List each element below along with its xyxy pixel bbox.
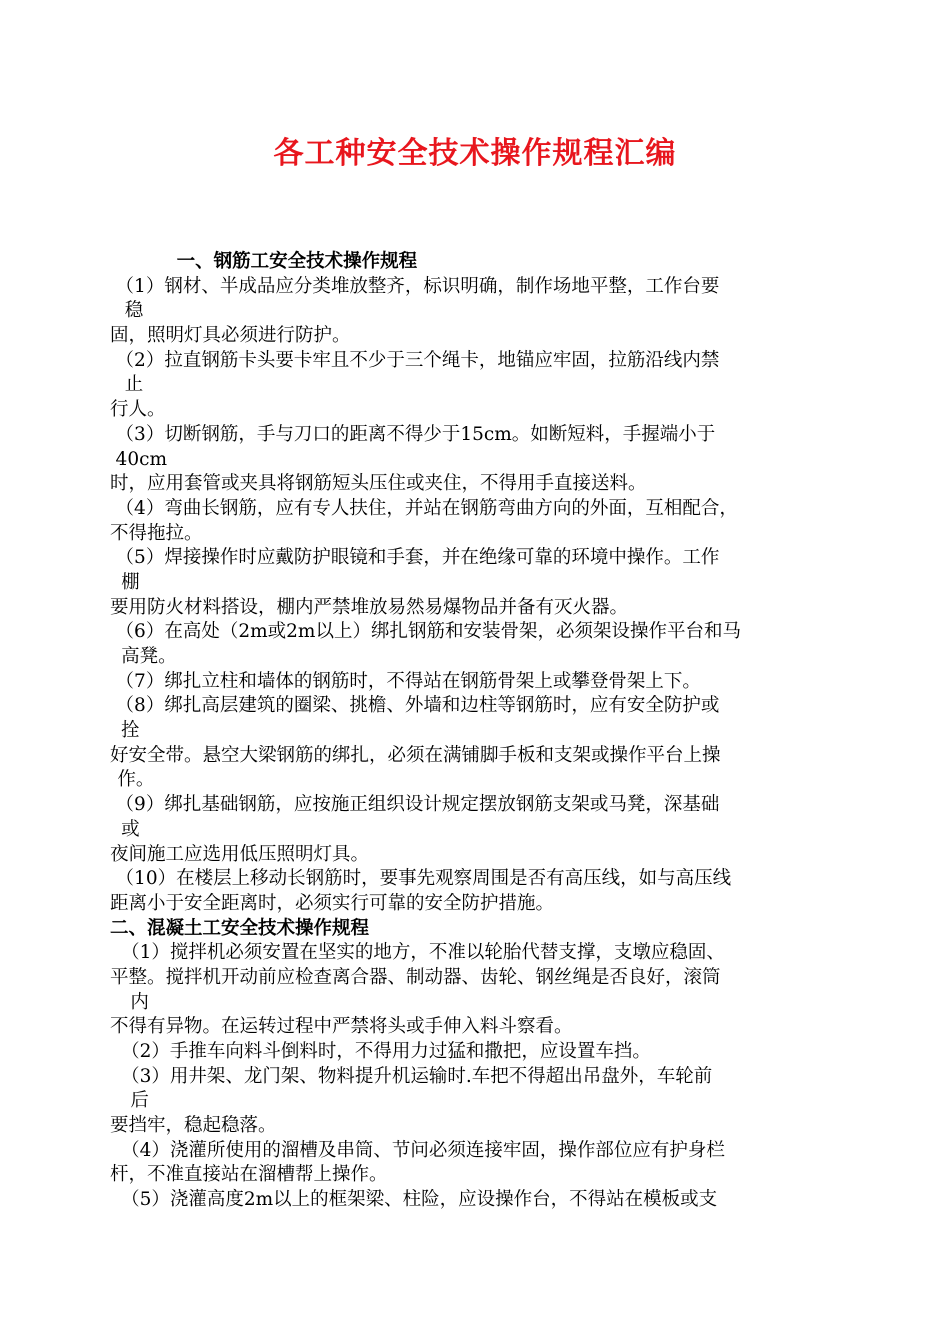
text-line: （5）浇灌高度2m以上的框架梁、柱险，应设操作台，不得站在模板或支 xyxy=(121,1189,718,1211)
text-line: 距离小于安全距离时，必须实行可靠的安全防护措施。 xyxy=(110,892,555,914)
text-line: （1）搅拌机必须安置在坚实的地方，不准以轮胎代替支撑，支墩应稳固、 xyxy=(121,942,725,964)
text-line: 内 xyxy=(130,991,149,1013)
text-line: 稳 xyxy=(124,300,144,322)
text-line: 要挡牢，稳起稳落。 xyxy=(110,1115,277,1137)
text-line: 止 xyxy=(124,374,144,396)
section-heading: 二、混凝土工安全技术操作规程 xyxy=(110,917,370,939)
text-line: （2）手推车向料斗倒料时，不得用力过猛和撒把，应设置车挡。 xyxy=(121,1041,651,1062)
text-line: 不得拖拉。 xyxy=(110,522,203,544)
text-line: 高凳。 xyxy=(121,646,177,667)
document-body xyxy=(110,250,870,1213)
text-line: （7）绑扎立柱和墙体的钢筋时，不得站在钢筋骨架上或攀登骨架上下。 xyxy=(115,670,701,692)
text-line: 好安全带。悬空大梁钢筋的绑扎，必须在满铺脚手板和支架或操作平台上操 xyxy=(110,744,721,766)
text-line: （10）在楼层上移动长钢筋时，要事先观察周围是否有高压线，如与高压线 xyxy=(115,868,732,890)
text-line: 要用防火材料搭设，棚内严禁堆放易然易爆物品并备有灭火器。 xyxy=(110,596,629,618)
text-line: 夜间施工应选用低压照明灯具。 xyxy=(110,843,370,865)
text-line: 拴 xyxy=(121,720,140,742)
text-line: 40cm xyxy=(115,448,167,470)
text-line: 后 xyxy=(130,1090,149,1112)
text-line: 棚 xyxy=(121,571,140,593)
text-line: （6）在高处（2m或2m以上）绑扎钢筋和安装骨架，必须架设操作平台和马 xyxy=(115,621,741,643)
document-title: 各工种安全技术操作规程汇编 xyxy=(273,136,677,171)
text-line: （3）切断钢筋，手与刀口的距离不得少于15cm。如断短料，手握端小于 xyxy=(115,423,716,445)
text-line: 或 xyxy=(121,818,140,840)
text-line: （8）绑扎高层建筑的圈梁、挑檐、外墙和边柱等钢筋时，应有安全防护或 xyxy=(115,695,720,717)
text-line: 固，照明灯具必须进行防护。 xyxy=(110,325,351,347)
text-line: 杆，不准直接站在溜槽帮上操作。 xyxy=(110,1164,388,1186)
text-line: 时，应用套管或夹具将钢筋短头压住或夹住，不得用手直接送料。 xyxy=(110,473,647,495)
section-heading: 一、钢筋工安全技术操作规程 xyxy=(176,251,418,272)
text-line: 行人。 xyxy=(110,399,166,421)
text-line: 平整。搅拌机开动前应检查离合器、制动器、齿轮、钢丝绳是否良好，滚筒 xyxy=(110,966,721,988)
text-line: （1）钢材、半成品应分类堆放整齐，标识明确，制作场地平整，工作台要 xyxy=(115,275,720,297)
text-line: （4）浇灌所使用的溜槽及串筒、节问必须连接牢固，操作部位应有护身栏 xyxy=(121,1139,725,1161)
text-line: （9）绑扎基础钢筋，应按施正组织设计规定摆放钢筋支架或马凳，深基础 xyxy=(115,794,720,816)
text-line: 作。 xyxy=(117,769,155,791)
text-line: （3）用井架、龙门架、物料提升机运输时.车把不得超出吊盘外，车轮前 xyxy=(121,1065,713,1087)
text-line: （4）弯曲长钢筋，应有专人扶住，并站在钢筋弯曲方向的外面，互相配合， xyxy=(115,497,738,519)
text-line: （2）拉直钢筋卡头要卡牢且不少于三个绳卡，地锚应牢固，拉筋沿线内禁 xyxy=(115,349,720,371)
text-line: 不得有异物。在运转过程中严禁将头或手伸入料斗察看。 xyxy=(110,1016,573,1038)
text-line: （5）焊接操作时应戴防护眼镜和手套，并在绝缘可靠的环境中操作。工作 xyxy=(115,547,720,569)
